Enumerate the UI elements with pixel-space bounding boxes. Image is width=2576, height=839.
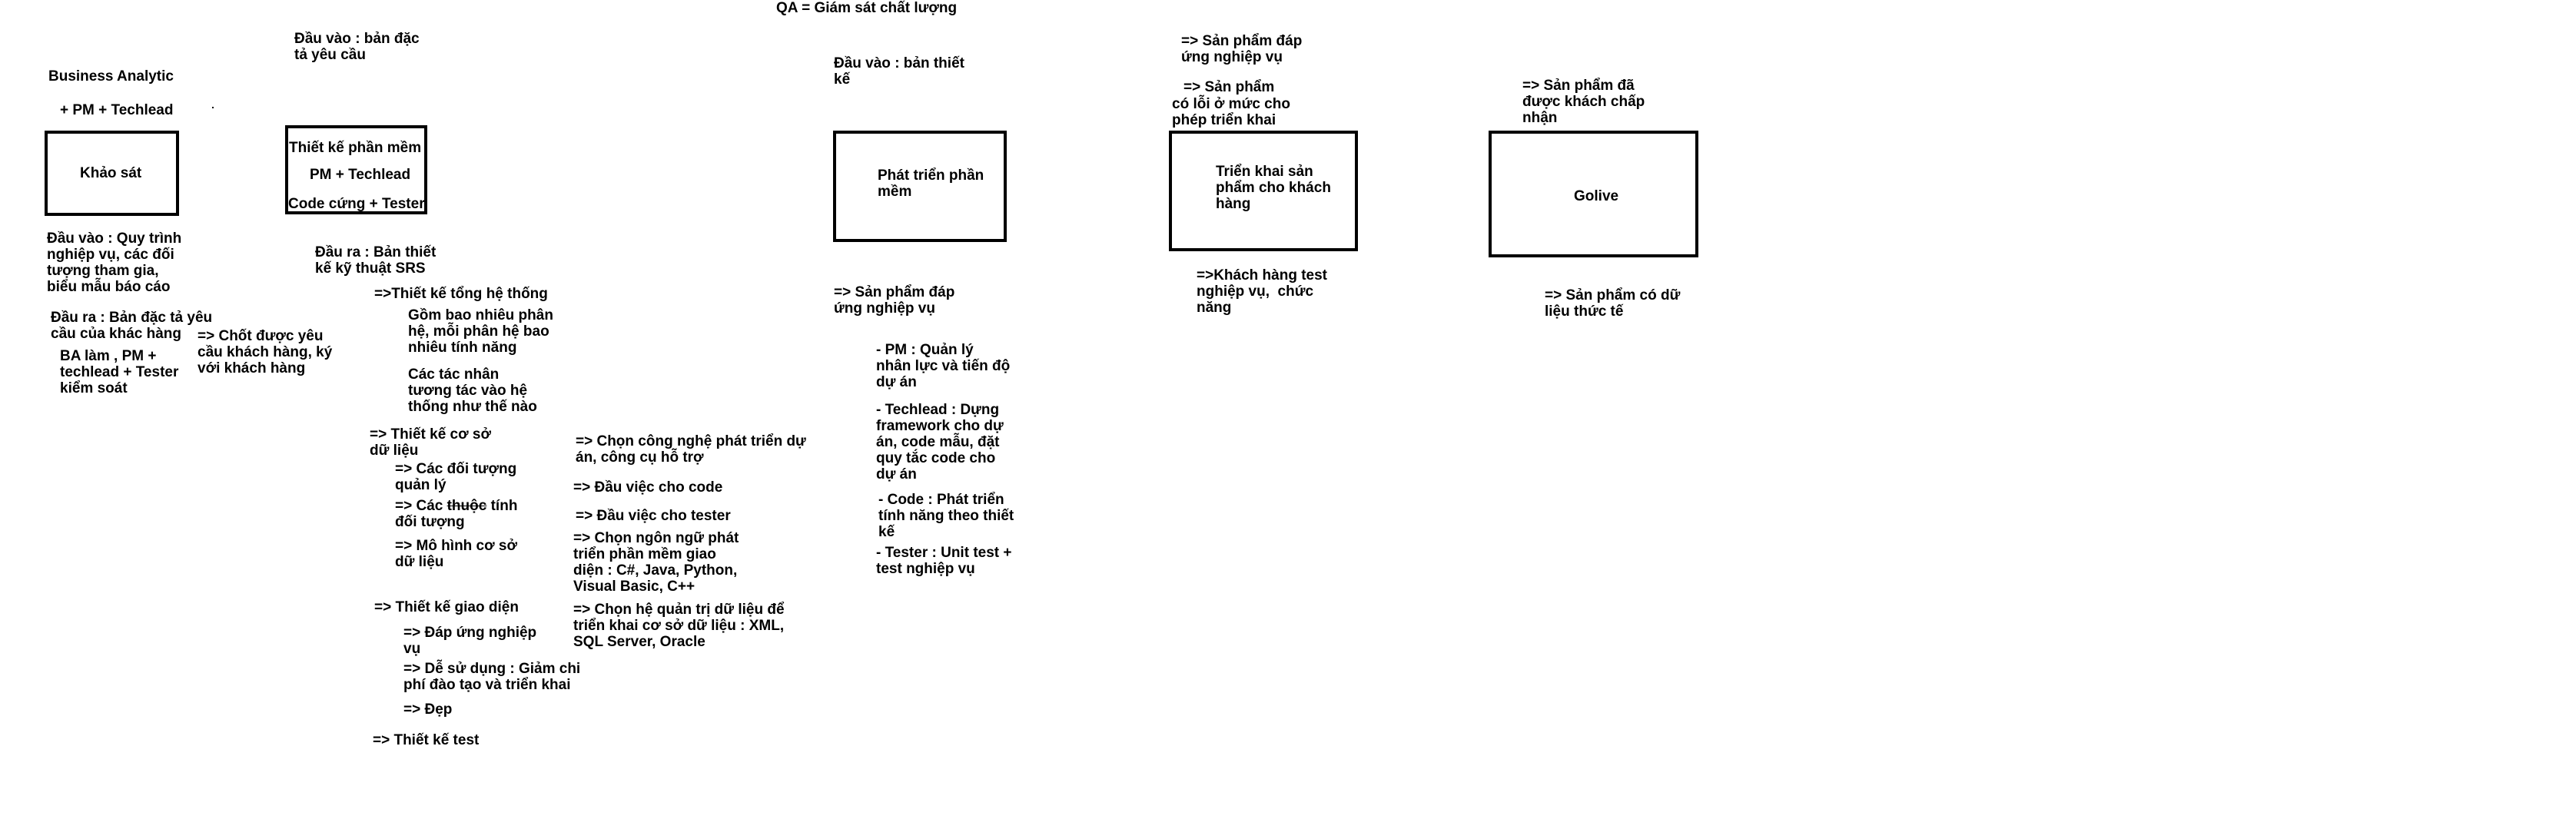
tech-item: => Chọn ngôn ngữ phát triển phần mềm giao diện : C#, Java, Python, Visual Basic, C++ bbox=[573, 530, 739, 595]
stage4-box-label: Triển khai sản phẩm cho khách hàng bbox=[1216, 164, 1331, 212]
db-design-item: => Các đối tượng quản lý bbox=[395, 461, 517, 493]
stage5-output: => Sản phẩm có dữ liệu thức tế bbox=[1545, 287, 1681, 320]
tech-item: => Chọn hệ quản trị dữ liệu để triển khai cơ sở dữ liệu : XML, SQL Server, Oracle bbox=[573, 602, 785, 650]
system-design-heading: =>Thiết kế tổng hệ thống bbox=[374, 286, 548, 302]
db-design-heading: => Thiết kế cơ sở dữ liệu bbox=[370, 426, 491, 459]
stage3-role: - PM : Quản lý nhân lực và tiến độ dự án bbox=[876, 342, 1011, 390]
stage3-box-label: Phát triển phần mềm bbox=[878, 167, 984, 200]
stage3-role: - Tester : Unit test + test nghiệp vụ bbox=[876, 545, 1012, 577]
stage1-box-label: Khảo sát bbox=[80, 165, 142, 181]
stage3-role: - Techlead : Dựng framework cho dự án, code mẫu, đặt quy tắc code cho dự án bbox=[876, 402, 1004, 483]
db-design-item: => Mô hình cơ sở dữ liệu bbox=[395, 538, 517, 570]
stage4-input: có lỗi ở mức cho phép triển khai bbox=[1172, 96, 1290, 128]
stage2-box-line3: Code cứng + Tester bbox=[288, 196, 425, 212]
stage4-output: =>Khách hàng test nghiệp vụ, chức năng bbox=[1197, 267, 1327, 316]
stage4-box bbox=[1169, 131, 1358, 251]
stage5-box-label: Golive bbox=[1574, 188, 1619, 204]
stage2-output: Đầu ra : Bản thiết kế kỹ thuật SRS bbox=[315, 244, 437, 277]
stage2-input: Đầu vào : bản đặc tả yêu cầu bbox=[294, 31, 420, 63]
stage4-input: => Sản phẩm bbox=[1183, 79, 1275, 95]
ui-design-item: => Đẹp bbox=[403, 701, 453, 718]
stray-dot bbox=[212, 107, 214, 108]
stage1-box bbox=[45, 131, 179, 216]
stage1-team: + PM + Techlead bbox=[60, 102, 174, 118]
stage3-output: => Sản phẩm đáp ứng nghiệp vụ bbox=[834, 284, 955, 317]
tech-item: => Đầu việc cho code bbox=[573, 479, 723, 496]
tech-item: => Chọn công nghệ phát triển dự án, công cụ hỗ trợ bbox=[576, 433, 806, 466]
stage1-result: => Chốt được yêu cầu khách hàng, ký với khách hàng bbox=[198, 328, 333, 376]
page-title: QA = Giám sát chất lượng bbox=[776, 0, 958, 16]
db-design-item: => Các thuộc tính đối tượng bbox=[395, 498, 518, 530]
stage3-box bbox=[833, 131, 1007, 242]
test-design-heading: => Thiết kế test bbox=[373, 732, 480, 748]
tech-item: => Đầu việc cho tester bbox=[576, 508, 731, 524]
stage2-box bbox=[285, 125, 427, 214]
system-design-item: Các tác nhân tương tác vào hệ thống như thế nào bbox=[408, 366, 537, 415]
stage1-input: Đầu vào : Quy trình nghiệp vụ, các đối tượng tham gia, biểu mẫu báo cáo bbox=[47, 230, 182, 295]
stage4-input: => Sản phẩm đáp ứng nghiệp vụ bbox=[1181, 33, 1303, 65]
ui-design-heading: => Thiết kế giao diện bbox=[374, 599, 519, 615]
stage2-box-line2: PM + Techlead bbox=[310, 167, 411, 183]
stage3-input: Đầu vào : bản thiết kế bbox=[834, 55, 964, 88]
stage5-box bbox=[1489, 131, 1698, 257]
system-design-item: Gồm bao nhiêu phân hệ, mỗi phân hệ bao nhiêu tính năng bbox=[408, 307, 553, 356]
stage1-output: Đầu ra : Bản đặc tả yêu cầu của khác hàng bbox=[51, 310, 213, 342]
ui-design-item: => Đáp ứng nghiệp vụ bbox=[403, 625, 537, 657]
ui-design-item: => Dễ sử dụng : Giảm chi phí đào tạo và triển khai bbox=[403, 661, 581, 693]
stage1-role: Business Analytic bbox=[48, 68, 174, 85]
stage2-box-line1: Thiết kế phần mềm bbox=[289, 140, 422, 156]
stage3-role: - Code : Phát triển tính năng theo thiết kế bbox=[878, 492, 1014, 540]
stage1-participants: BA làm , PM + techlead + Tester kiểm soát bbox=[60, 348, 179, 396]
stage5-input: => Sản phẩm đã được khách chấp nhận bbox=[1522, 78, 1645, 126]
